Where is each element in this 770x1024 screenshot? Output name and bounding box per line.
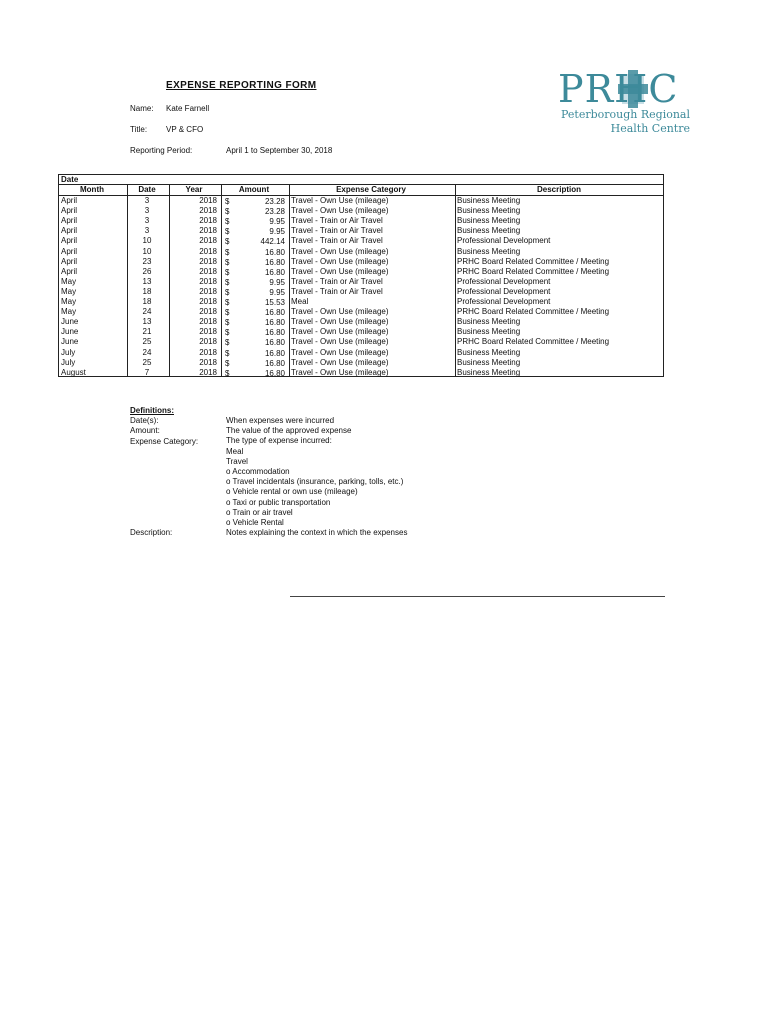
definitions-section: [130, 406, 198, 447]
prhc-logo: [556, 68, 696, 140]
cell-year: 2018: [199, 327, 217, 337]
cell-date: 23: [142, 256, 152, 266]
cell-amount: 9.95: [269, 287, 285, 297]
cell-year: 2018: [199, 256, 217, 266]
cell-category: Travel - Own Use (mileage): [291, 206, 389, 216]
cell-date: 25: [142, 357, 152, 367]
column-header: Description: [536, 185, 581, 194]
date-group-header: Date: [58, 174, 664, 184]
cell-date: 25: [142, 337, 152, 347]
title-label: Title:: [130, 125, 148, 134]
cell-description: Professional Development: [457, 276, 551, 286]
cell-description: Professional Development: [457, 297, 551, 306]
def-label-description: Description:: [130, 528, 173, 537]
cell-currency: $: [225, 287, 230, 297]
def-label-amount: Amount:: [130, 426, 160, 436]
cell-month: June: [61, 317, 79, 327]
cell-month: May: [61, 286, 77, 296]
cell-amount: 16.80: [264, 338, 285, 348]
cell-date: 18: [142, 286, 152, 296]
cell-currency: $: [225, 338, 230, 348]
cell-month: June: [61, 337, 79, 347]
cell-amount: 16.80: [264, 368, 285, 378]
cell-month: July: [61, 347, 76, 357]
cell-category: Travel - Own Use (mileage): [291, 367, 389, 377]
cell-date: 3: [144, 196, 150, 205]
cell-date: 3: [144, 206, 150, 216]
cell-description: Business Meeting: [457, 226, 521, 236]
cell-date: 10: [142, 236, 152, 246]
cell-category: Travel - Own Use (mileage): [291, 246, 389, 256]
cell-description: Business Meeting: [457, 327, 521, 337]
column-header: Year: [185, 185, 203, 194]
cell-description: PRHC Board Related Committee / Meeting: [457, 256, 610, 266]
cell-amount: 16.80: [264, 348, 285, 358]
cell-month: May: [61, 297, 77, 306]
cell-month: June: [61, 327, 79, 337]
definitions-text: [226, 416, 407, 538]
cell-amount: 16.80: [264, 318, 285, 328]
cell-date: 3: [144, 226, 150, 236]
cell-currency: $: [225, 328, 230, 338]
cell-month: April: [61, 206, 78, 216]
column-header: Amount: [238, 185, 270, 194]
form-title: EXPENSE REPORTING FORM: [166, 80, 317, 91]
cell-currency: $: [225, 298, 230, 307]
cell-currency: $: [225, 308, 230, 318]
cell-description: Business Meeting: [457, 246, 521, 256]
cell-year: 2018: [199, 226, 217, 236]
cell-description: Professional Development: [457, 286, 551, 296]
cell-year: 2018: [199, 216, 217, 226]
cell-month: July: [61, 357, 76, 367]
cell-amount: 442.14: [260, 237, 285, 247]
cell-description: Professional Development: [457, 236, 551, 246]
cell-date: 24: [142, 347, 152, 357]
cell-date: 13: [142, 317, 152, 327]
cell-date: 18: [142, 297, 152, 306]
cell-year: 2018: [199, 337, 217, 347]
cell-category: Travel - Own Use (mileage): [291, 347, 389, 357]
definition-line: Meal: [226, 446, 244, 456]
cell-description: Business Meeting: [457, 206, 521, 216]
logo-line-1: Peterborough Regional: [561, 108, 690, 121]
cell-currency: $: [225, 217, 230, 227]
signature-line: [290, 596, 665, 597]
cell-year: 2018: [199, 206, 217, 216]
cell-category: Travel - Own Use (mileage): [291, 256, 389, 266]
cell-currency: $: [225, 267, 230, 277]
cell-currency: $: [225, 257, 230, 267]
def-label-dates: Date(s):: [130, 416, 159, 426]
cell-amount: 9.95: [269, 277, 285, 287]
cell-category: Travel - Train or Air Travel: [291, 226, 383, 236]
cell-amount: 16.80: [264, 257, 285, 267]
cell-category: Travel - Train or Air Travel: [291, 276, 383, 286]
logo-letters: PRHC: [558, 67, 679, 111]
cell-category: Travel - Own Use (mileage): [291, 266, 389, 276]
definition-line: o Accommodation: [226, 467, 290, 477]
cell-category: Travel - Own Use (mileage): [291, 337, 389, 347]
cell-currency: $: [225, 197, 230, 206]
cell-date: 10: [142, 246, 152, 256]
cell-amount: 16.80: [264, 247, 285, 257]
expense-table: [58, 184, 664, 377]
cell-month: April: [61, 256, 78, 266]
def-label-category: Expense Category:: [130, 436, 199, 446]
definition-line: o Vehicle rental or own use (mileage): [226, 487, 358, 497]
cell-category: Travel - Train or Air Travel: [291, 286, 383, 296]
cell-description: PRHC Board Related Committee / Meeting: [457, 307, 610, 317]
cell-currency: $: [225, 348, 230, 358]
cell-year: 2018: [199, 286, 217, 296]
cell-currency: $: [225, 227, 230, 237]
cell-description: Business Meeting: [457, 347, 521, 357]
cell-category: Travel - Train or Air Travel: [291, 236, 383, 246]
cell-category: Travel - Own Use (mileage): [291, 196, 389, 205]
cell-year: 2018: [199, 246, 217, 256]
definition-line: When expenses were incurred: [226, 416, 335, 425]
cell-amount: 15.53: [264, 298, 285, 307]
definition-line: o Vehicle Rental: [226, 518, 284, 528]
name-value: Kate Farnell: [166, 104, 210, 113]
cell-year: 2018: [199, 276, 217, 286]
cell-currency: $: [225, 318, 230, 328]
cell-month: May: [61, 276, 77, 286]
cell-currency: $: [225, 247, 230, 257]
cell-category: Travel - Own Use (mileage): [291, 307, 389, 317]
cell-amount: 9.95: [269, 227, 285, 237]
cell-year: 2018: [199, 297, 217, 306]
cell-description: Business Meeting: [457, 357, 521, 367]
cell-month: April: [61, 246, 78, 256]
cell-year: 2018: [199, 236, 217, 246]
cell-year: 2018: [199, 196, 217, 205]
definition-line: o Taxi or public transportation: [226, 497, 331, 507]
cell-month: April: [61, 196, 78, 205]
cell-date: 21: [142, 327, 152, 337]
cell-date: 7: [144, 367, 150, 377]
cell-date: 3: [144, 216, 150, 226]
cell-category: Travel - Own Use (mileage): [291, 357, 389, 367]
cell-year: 2018: [199, 347, 217, 357]
definition-line: o Travel incidentals (insurance, parking, tolls, etc.): [226, 477, 404, 487]
cell-year: 2018: [199, 367, 217, 377]
cell-year: 2018: [199, 357, 217, 367]
cell-description: PRHC Board Related Committee / Meeting: [457, 266, 610, 276]
definition-line: The value of the approved expense: [226, 426, 352, 436]
period-value: April 1 to September 30, 2018: [226, 146, 333, 155]
column-header: Expense Category: [336, 185, 406, 194]
cell-currency: $: [225, 277, 230, 287]
cell-description: Business Meeting: [457, 216, 521, 226]
period-label: Reporting Period:: [130, 146, 193, 155]
cell-amount: 23.28: [264, 197, 285, 206]
cell-amount: 16.80: [264, 328, 285, 338]
cell-month: May: [61, 307, 77, 317]
cell-description: PRHC Board Related Committee / Meeting: [457, 337, 610, 347]
cell-category: Travel - Train or Air Travel: [291, 216, 383, 226]
cell-year: 2018: [199, 317, 217, 327]
cell-date: 13: [142, 276, 152, 286]
cell-year: 2018: [199, 266, 217, 276]
cell-category: Meal: [291, 297, 309, 306]
definition-line: Notes explaining the context in which the expenses: [226, 528, 408, 538]
cell-month: April: [61, 216, 78, 226]
cell-currency: $: [225, 207, 230, 217]
cell-amount: 16.80: [264, 358, 285, 368]
column-header: Date: [138, 185, 156, 194]
name-label: Name:: [130, 104, 154, 113]
cell-description: Business Meeting: [457, 367, 521, 377]
cell-currency: $: [225, 368, 230, 378]
definitions-title: Definitions:: [130, 406, 174, 415]
cell-currency: $: [225, 358, 230, 368]
cell-month: August: [61, 367, 86, 377]
logo-line-2: Health Centre: [610, 122, 690, 135]
cell-date: 26: [142, 266, 152, 276]
cell-category: Travel - Own Use (mileage): [291, 317, 389, 327]
definition-line: The type of expense incurred:: [226, 436, 332, 446]
cell-month: April: [61, 236, 78, 246]
cell-description: Business Meeting: [457, 196, 521, 205]
cell-description: Business Meeting: [457, 317, 521, 327]
cell-month: April: [61, 226, 78, 236]
cell-date: 24: [142, 307, 152, 317]
cell-category: Travel - Own Use (mileage): [291, 327, 389, 337]
cell-amount: 9.95: [269, 217, 285, 227]
cell-amount: 23.28: [264, 207, 285, 217]
cell-currency: $: [225, 237, 230, 247]
cell-month: April: [61, 266, 78, 276]
definition-line: o Train or air travel: [226, 507, 293, 517]
column-header: Month: [80, 185, 104, 194]
definition-line: Travel: [226, 456, 248, 466]
cell-amount: 16.80: [264, 267, 285, 277]
title-value: VP & CFO: [166, 125, 204, 134]
cell-amount: 16.80: [264, 308, 285, 318]
cell-year: 2018: [199, 307, 217, 317]
